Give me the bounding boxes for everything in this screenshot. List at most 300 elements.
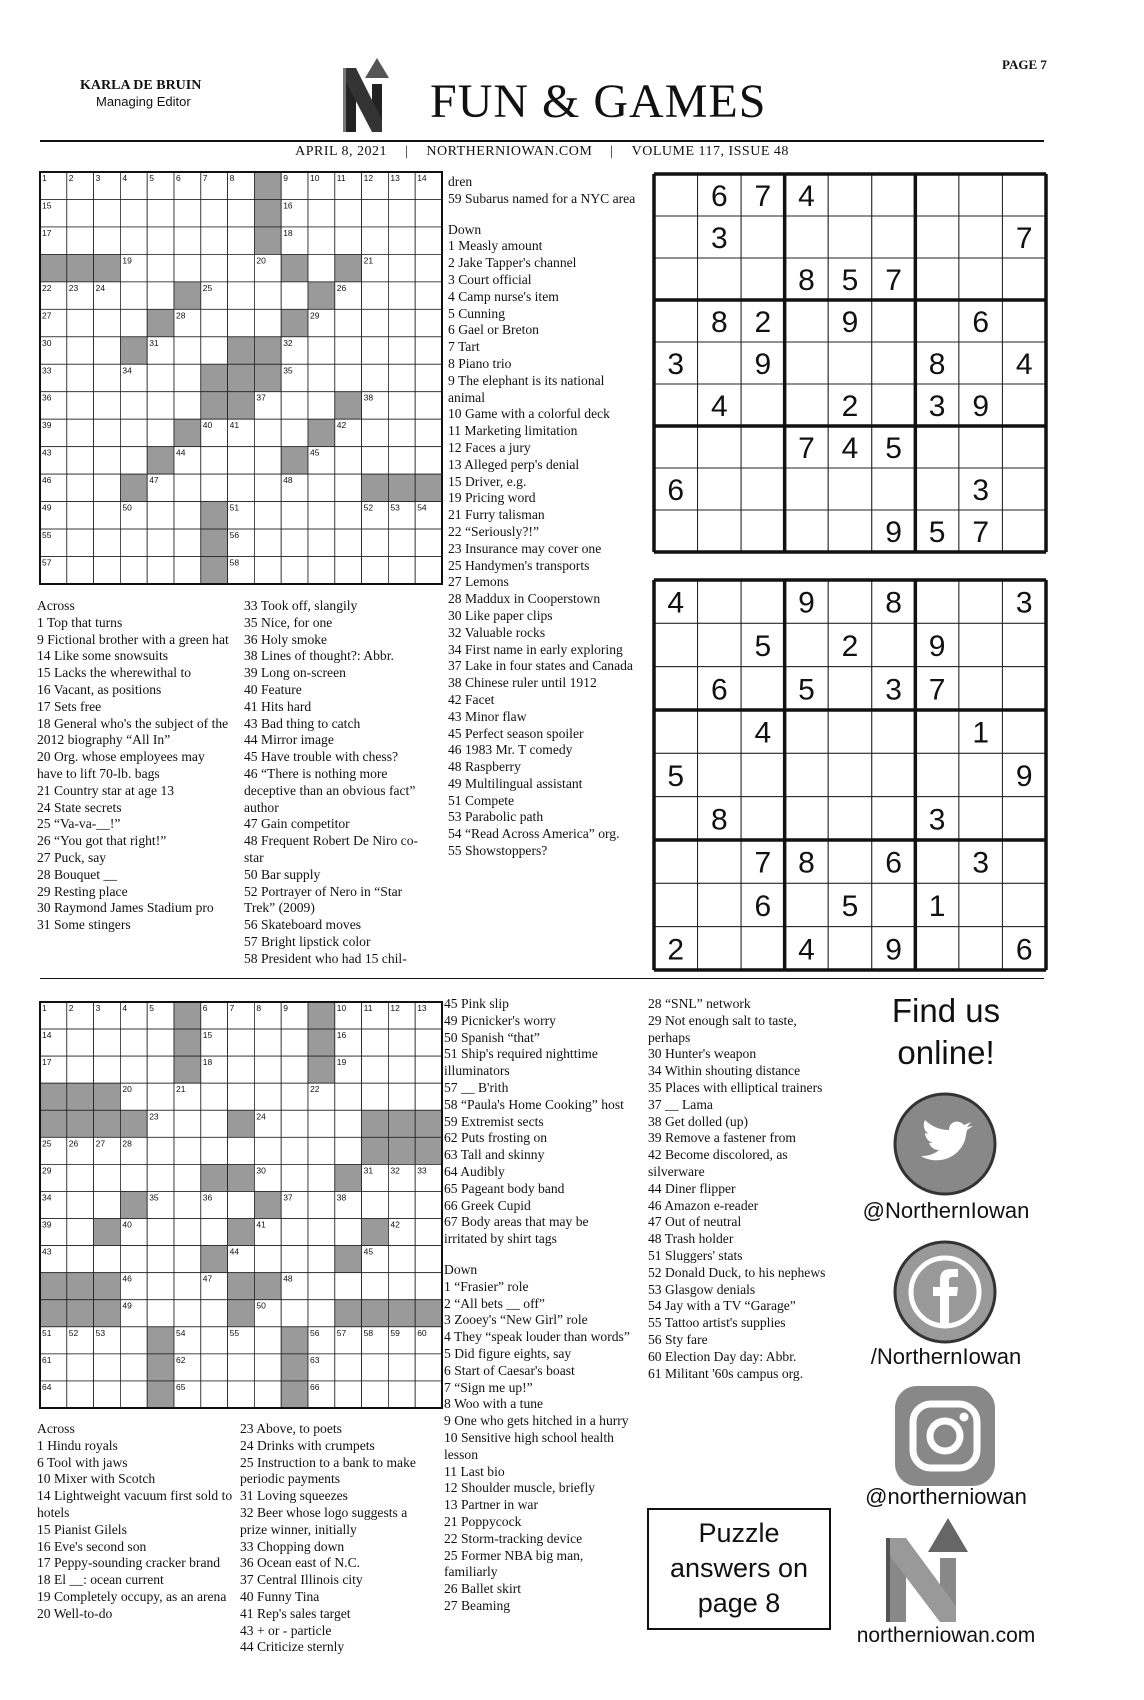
grid-cell[interactable] — [147, 557, 174, 584]
grid-cell[interactable] — [415, 1219, 442, 1246]
sudoku-cell[interactable] — [915, 927, 959, 970]
grid-cell[interactable] — [415, 254, 442, 281]
grid-cell[interactable] — [174, 474, 201, 501]
sudoku-cell[interactable] — [785, 623, 829, 666]
sudoku-cell[interactable] — [872, 468, 916, 510]
grid-cell[interactable] — [94, 557, 121, 584]
sudoku-cell[interactable] — [698, 840, 742, 883]
grid-cell[interactable] — [415, 199, 442, 226]
grid-cell[interactable] — [67, 447, 94, 474]
grid-cell[interactable] — [94, 364, 121, 391]
grid-cell[interactable] — [67, 1191, 94, 1218]
grid-cell[interactable] — [67, 309, 94, 336]
grid-cell[interactable] — [201, 199, 228, 226]
sudoku-cell[interactable] — [915, 753, 959, 796]
grid-cell[interactable] — [228, 474, 255, 501]
grid-cell[interactable] — [254, 1381, 281, 1408]
twitter-icon[interactable] — [893, 1092, 997, 1196]
sudoku-cell[interactable] — [785, 342, 829, 384]
grid-cell[interactable] — [254, 474, 281, 501]
grid-cell[interactable] — [228, 1381, 255, 1408]
sudoku-cell[interactable] — [1002, 258, 1046, 300]
sudoku-cell[interactable] — [698, 927, 742, 970]
grid-cell[interactable] — [281, 1246, 308, 1273]
grid-cell[interactable] — [67, 1219, 94, 1246]
grid-cell[interactable] — [174, 1273, 201, 1300]
grid-cell[interactable] — [388, 557, 415, 584]
grid-cell[interactable] — [174, 1137, 201, 1164]
grid-cell[interactable] — [174, 557, 201, 584]
grid-cell[interactable] — [362, 557, 389, 584]
grid-cell[interactable] — [147, 282, 174, 309]
grid-cell[interactable] — [415, 529, 442, 556]
sudoku-cell[interactable] — [654, 384, 698, 426]
grid-cell[interactable] — [67, 1246, 94, 1273]
sudoku-cell[interactable] — [872, 300, 916, 342]
grid-cell[interactable] — [388, 309, 415, 336]
sudoku-cell[interactable] — [741, 510, 785, 552]
grid-cell[interactable] — [94, 474, 121, 501]
sudoku-grid-1[interactable] — [654, 174, 1046, 552]
grid-cell[interactable] — [415, 557, 442, 584]
grid-cell[interactable] — [228, 1191, 255, 1218]
grid-cell[interactable] — [120, 557, 147, 584]
grid-cell[interactable] — [228, 199, 255, 226]
grid-cell[interactable] — [362, 199, 389, 226]
grid-cell[interactable] — [254, 282, 281, 309]
grid-cell[interactable] — [281, 502, 308, 529]
grid-cell[interactable] — [254, 1056, 281, 1083]
grid-cell[interactable] — [362, 1083, 389, 1110]
grid-cell[interactable] — [362, 419, 389, 446]
sudoku-cell[interactable] — [741, 384, 785, 426]
grid-cell[interactable] — [147, 1083, 174, 1110]
grid-cell[interactable] — [201, 1354, 228, 1381]
sudoku-cell[interactable] — [654, 710, 698, 753]
sudoku-cell[interactable] — [872, 342, 916, 384]
grid-cell[interactable] — [388, 1381, 415, 1408]
grid-cell[interactable] — [228, 1029, 255, 1056]
grid-cell[interactable] — [335, 1273, 362, 1300]
instagram-handle[interactable]: @northerniowan — [865, 1484, 1027, 1509]
grid-cell[interactable] — [228, 1083, 255, 1110]
grid-cell[interactable] — [147, 1029, 174, 1056]
crossword-grid-2[interactable] — [40, 1002, 442, 1408]
grid-cell[interactable] — [254, 1137, 281, 1164]
grid-cell[interactable] — [362, 529, 389, 556]
sudoku-cell[interactable] — [959, 580, 1003, 623]
grid-cell[interactable] — [415, 419, 442, 446]
grid-cell[interactable] — [308, 1191, 335, 1218]
sudoku-cell[interactable] — [915, 426, 959, 468]
sudoku-cell[interactable] — [698, 753, 742, 796]
sudoku-cell[interactable] — [1002, 797, 1046, 840]
sudoku-cell[interactable] — [872, 384, 916, 426]
grid-cell[interactable] — [147, 227, 174, 254]
grid-cell[interactable] — [120, 1381, 147, 1408]
sudoku-cell[interactable] — [915, 710, 959, 753]
grid-cell[interactable] — [201, 337, 228, 364]
grid-cell[interactable] — [281, 529, 308, 556]
instagram-icon[interactable] — [893, 1384, 997, 1488]
sudoku-cell[interactable] — [959, 426, 1003, 468]
sudoku-cell[interactable] — [1002, 384, 1046, 426]
grid-cell[interactable] — [67, 502, 94, 529]
sudoku-cell[interactable] — [698, 883, 742, 926]
sudoku-cell[interactable] — [741, 667, 785, 710]
grid-cell[interactable] — [362, 364, 389, 391]
grid-cell[interactable] — [254, 309, 281, 336]
grid-cell[interactable] — [415, 1354, 442, 1381]
sudoku-cell[interactable] — [698, 510, 742, 552]
grid-cell[interactable] — [120, 1246, 147, 1273]
crossword-grid-1[interactable] — [40, 172, 442, 584]
grid-cell[interactable] — [308, 1164, 335, 1191]
grid-cell[interactable] — [335, 1219, 362, 1246]
grid-cell[interactable] — [308, 502, 335, 529]
sudoku-cell[interactable] — [1002, 623, 1046, 666]
grid-cell[interactable] — [174, 254, 201, 281]
sudoku-cell[interactable] — [872, 753, 916, 796]
sudoku-cell[interactable] — [959, 623, 1003, 666]
grid-cell[interactable] — [388, 254, 415, 281]
grid-cell[interactable] — [308, 1137, 335, 1164]
grid-cell[interactable] — [415, 1273, 442, 1300]
grid-cell[interactable] — [335, 447, 362, 474]
grid-cell[interactable] — [388, 282, 415, 309]
sudoku-cell[interactable] — [1002, 300, 1046, 342]
grid-cell[interactable] — [201, 254, 228, 281]
grid-cell[interactable] — [94, 227, 121, 254]
grid-cell[interactable] — [388, 227, 415, 254]
grid-cell[interactable] — [415, 1191, 442, 1218]
sudoku-cell[interactable] — [915, 300, 959, 342]
grid-cell[interactable] — [335, 199, 362, 226]
grid-cell[interactable] — [335, 1083, 362, 1110]
grid-cell[interactable] — [388, 1083, 415, 1110]
grid-cell[interactable] — [308, 227, 335, 254]
grid-cell[interactable] — [415, 1083, 442, 1110]
grid-cell[interactable] — [228, 309, 255, 336]
grid-cell[interactable] — [388, 1246, 415, 1273]
sudoku-cell[interactable] — [959, 883, 1003, 926]
grid-cell[interactable] — [335, 309, 362, 336]
grid-cell[interactable] — [281, 1110, 308, 1137]
sudoku-cell[interactable] — [698, 342, 742, 384]
grid-cell[interactable] — [281, 392, 308, 419]
sudoku-cell[interactable] — [654, 510, 698, 552]
website-link[interactable]: NORTHERNIOWAN.COM — [426, 144, 593, 159]
grid-cell[interactable] — [415, 1381, 442, 1408]
sudoku-cell[interactable] — [1002, 710, 1046, 753]
sudoku-cell[interactable] — [1002, 667, 1046, 710]
grid-cell[interactable] — [362, 1273, 389, 1300]
grid-cell[interactable] — [94, 1164, 121, 1191]
grid-cell[interactable] — [147, 199, 174, 226]
sudoku-cell[interactable] — [785, 300, 829, 342]
grid-cell[interactable] — [120, 227, 147, 254]
grid-cell[interactable] — [201, 1327, 228, 1354]
grid-cell[interactable] — [67, 1056, 94, 1083]
grid-cell[interactable] — [362, 282, 389, 309]
grid-cell[interactable] — [67, 199, 94, 226]
grid-cell[interactable] — [362, 1191, 389, 1218]
grid-cell[interactable] — [67, 557, 94, 584]
sudoku-cell[interactable] — [915, 258, 959, 300]
sudoku-cell[interactable] — [785, 710, 829, 753]
grid-cell[interactable] — [308, 1246, 335, 1273]
sudoku-cell[interactable] — [828, 580, 872, 623]
grid-cell[interactable] — [388, 337, 415, 364]
sudoku-cell[interactable] — [828, 927, 872, 970]
grid-cell[interactable] — [228, 1354, 255, 1381]
sudoku-cell[interactable] — [915, 174, 959, 216]
sudoku-cell[interactable] — [828, 468, 872, 510]
grid-cell[interactable] — [174, 1164, 201, 1191]
grid-cell[interactable] — [174, 1300, 201, 1327]
sudoku-cell[interactable] — [915, 216, 959, 258]
grid-cell[interactable] — [335, 1137, 362, 1164]
sudoku-cell[interactable] — [872, 797, 916, 840]
sudoku-cell[interactable] — [915, 580, 959, 623]
grid-cell[interactable] — [335, 1354, 362, 1381]
grid-cell[interactable] — [147, 1137, 174, 1164]
grid-cell[interactable] — [228, 227, 255, 254]
sudoku-cell[interactable] — [741, 258, 785, 300]
sudoku-cell[interactable] — [828, 667, 872, 710]
grid-cell[interactable] — [254, 1083, 281, 1110]
grid-cell[interactable] — [362, 1056, 389, 1083]
sudoku-cell[interactable] — [741, 753, 785, 796]
grid-cell[interactable] — [201, 474, 228, 501]
grid-cell[interactable] — [362, 227, 389, 254]
sudoku-cell[interactable] — [828, 840, 872, 883]
grid-cell[interactable] — [120, 1164, 147, 1191]
sudoku-cell[interactable] — [959, 258, 1003, 300]
grid-cell[interactable] — [281, 1083, 308, 1110]
grid-cell[interactable] — [415, 309, 442, 336]
grid-cell[interactable] — [67, 392, 94, 419]
grid-cell[interactable] — [120, 419, 147, 446]
sudoku-cell[interactable] — [654, 797, 698, 840]
grid-cell[interactable] — [415, 392, 442, 419]
grid-cell[interactable] — [388, 529, 415, 556]
sudoku-cell[interactable] — [698, 468, 742, 510]
grid-cell[interactable] — [201, 1110, 228, 1137]
grid-cell[interactable] — [254, 447, 281, 474]
website-footer-link[interactable]: northerniowan.com — [856, 1624, 1036, 1647]
grid-cell[interactable] — [201, 1300, 228, 1327]
grid-cell[interactable] — [308, 392, 335, 419]
grid-cell[interactable] — [388, 419, 415, 446]
grid-cell[interactable] — [67, 474, 94, 501]
grid-cell[interactable] — [281, 1219, 308, 1246]
sudoku-cell[interactable] — [741, 216, 785, 258]
grid-cell[interactable] — [308, 337, 335, 364]
grid-cell[interactable] — [415, 227, 442, 254]
grid-cell[interactable] — [94, 199, 121, 226]
grid-cell[interactable] — [67, 1164, 94, 1191]
sudoku-cell[interactable] — [785, 883, 829, 926]
grid-cell[interactable] — [94, 1056, 121, 1083]
grid-cell[interactable] — [120, 529, 147, 556]
grid-cell[interactable] — [120, 1354, 147, 1381]
grid-cell[interactable] — [67, 419, 94, 446]
grid-cell[interactable] — [335, 502, 362, 529]
grid-cell[interactable] — [174, 1246, 201, 1273]
sudoku-cell[interactable] — [1002, 426, 1046, 468]
grid-cell[interactable] — [281, 1029, 308, 1056]
grid-cell[interactable] — [228, 447, 255, 474]
grid-cell[interactable] — [67, 1354, 94, 1381]
grid-cell[interactable] — [120, 1056, 147, 1083]
sudoku-cell[interactable] — [1002, 468, 1046, 510]
grid-cell[interactable] — [308, 254, 335, 281]
sudoku-cell[interactable] — [872, 623, 916, 666]
grid-cell[interactable] — [335, 529, 362, 556]
grid-cell[interactable] — [415, 282, 442, 309]
sudoku-cell[interactable] — [698, 426, 742, 468]
grid-cell[interactable] — [67, 364, 94, 391]
grid-cell[interactable] — [335, 337, 362, 364]
sudoku-cell[interactable] — [654, 667, 698, 710]
grid-cell[interactable] — [94, 1381, 121, 1408]
sudoku-cell[interactable] — [828, 216, 872, 258]
grid-cell[interactable] — [308, 529, 335, 556]
sudoku-cell[interactable] — [654, 300, 698, 342]
sudoku-cell[interactable] — [654, 174, 698, 216]
sudoku-cell[interactable] — [741, 468, 785, 510]
grid-cell[interactable] — [388, 447, 415, 474]
grid-cell[interactable] — [308, 474, 335, 501]
grid-cell[interactable] — [415, 1029, 442, 1056]
grid-cell[interactable] — [120, 1327, 147, 1354]
grid-cell[interactable] — [281, 1056, 308, 1083]
grid-cell[interactable] — [174, 364, 201, 391]
grid-cell[interactable] — [335, 364, 362, 391]
grid-cell[interactable] — [67, 1029, 94, 1056]
grid-cell[interactable] — [228, 254, 255, 281]
grid-cell[interactable] — [362, 1029, 389, 1056]
sudoku-cell[interactable] — [959, 753, 1003, 796]
grid-cell[interactable] — [254, 419, 281, 446]
grid-cell[interactable] — [388, 1273, 415, 1300]
grid-cell[interactable] — [174, 337, 201, 364]
sudoku-cell[interactable] — [828, 342, 872, 384]
grid-cell[interactable] — [94, 1354, 121, 1381]
grid-cell[interactable] — [94, 502, 121, 529]
grid-cell[interactable] — [335, 227, 362, 254]
grid-cell[interactable] — [174, 1110, 201, 1137]
sudoku-cell[interactable] — [828, 174, 872, 216]
sudoku-cell[interactable] — [654, 426, 698, 468]
sudoku-cell[interactable] — [1002, 174, 1046, 216]
grid-cell[interactable] — [281, 1300, 308, 1327]
grid-cell[interactable] — [254, 502, 281, 529]
sudoku-cell[interactable] — [741, 580, 785, 623]
grid-cell[interactable] — [147, 364, 174, 391]
grid-cell[interactable] — [147, 502, 174, 529]
grid-cell[interactable] — [388, 1191, 415, 1218]
grid-cell[interactable] — [174, 529, 201, 556]
grid-cell[interactable] — [254, 1354, 281, 1381]
grid-cell[interactable] — [308, 364, 335, 391]
sudoku-cell[interactable] — [959, 927, 1003, 970]
grid-cell[interactable] — [94, 1029, 121, 1056]
grid-cell[interactable] — [174, 1191, 201, 1218]
grid-cell[interactable] — [281, 419, 308, 446]
sudoku-cell[interactable] — [698, 623, 742, 666]
grid-cell[interactable] — [147, 529, 174, 556]
grid-cell[interactable] — [201, 309, 228, 336]
sudoku-cell[interactable] — [785, 753, 829, 796]
sudoku-grid-2[interactable] — [654, 580, 1046, 970]
grid-cell[interactable] — [147, 419, 174, 446]
grid-cell[interactable] — [174, 502, 201, 529]
grid-cell[interactable] — [174, 392, 201, 419]
grid-cell[interactable] — [388, 392, 415, 419]
grid-cell[interactable] — [308, 199, 335, 226]
sudoku-cell[interactable] — [959, 797, 1003, 840]
grid-cell[interactable] — [362, 1354, 389, 1381]
grid-cell[interactable] — [388, 1029, 415, 1056]
grid-cell[interactable] — [67, 227, 94, 254]
sudoku-cell[interactable] — [698, 258, 742, 300]
sudoku-cell[interactable] — [959, 667, 1003, 710]
facebook-icon[interactable] — [893, 1240, 997, 1344]
grid-cell[interactable] — [147, 254, 174, 281]
grid-cell[interactable] — [94, 1191, 121, 1218]
grid-cell[interactable] — [254, 1327, 281, 1354]
grid-cell[interactable] — [254, 1246, 281, 1273]
grid-cell[interactable] — [67, 337, 94, 364]
grid-cell[interactable] — [335, 1381, 362, 1408]
grid-cell[interactable] — [415, 364, 442, 391]
grid-cell[interactable] — [415, 1056, 442, 1083]
grid-cell[interactable] — [201, 1219, 228, 1246]
grid-cell[interactable] — [281, 557, 308, 584]
sudoku-cell[interactable] — [828, 797, 872, 840]
grid-cell[interactable] — [335, 557, 362, 584]
grid-cell[interactable] — [120, 199, 147, 226]
grid-cell[interactable] — [388, 364, 415, 391]
grid-cell[interactable] — [228, 282, 255, 309]
grid-cell[interactable] — [388, 1056, 415, 1083]
sudoku-cell[interactable] — [872, 883, 916, 926]
sudoku-cell[interactable] — [872, 216, 916, 258]
grid-cell[interactable] — [308, 1110, 335, 1137]
grid-cell[interactable] — [308, 557, 335, 584]
sudoku-cell[interactable] — [915, 840, 959, 883]
sudoku-cell[interactable] — [915, 468, 959, 510]
grid-cell[interactable] — [147, 1273, 174, 1300]
grid-cell[interactable] — [415, 337, 442, 364]
grid-cell[interactable] — [254, 557, 281, 584]
grid-cell[interactable] — [67, 529, 94, 556]
grid-cell[interactable] — [94, 447, 121, 474]
grid-cell[interactable] — [254, 529, 281, 556]
sudoku-cell[interactable] — [828, 710, 872, 753]
sudoku-cell[interactable] — [741, 927, 785, 970]
sudoku-cell[interactable] — [828, 753, 872, 796]
sudoku-cell[interactable] — [654, 623, 698, 666]
sudoku-cell[interactable] — [828, 510, 872, 552]
grid-cell[interactable] — [308, 1219, 335, 1246]
grid-cell[interactable] — [120, 447, 147, 474]
grid-cell[interactable] — [174, 1219, 201, 1246]
grid-cell[interactable] — [362, 447, 389, 474]
grid-cell[interactable] — [94, 309, 121, 336]
